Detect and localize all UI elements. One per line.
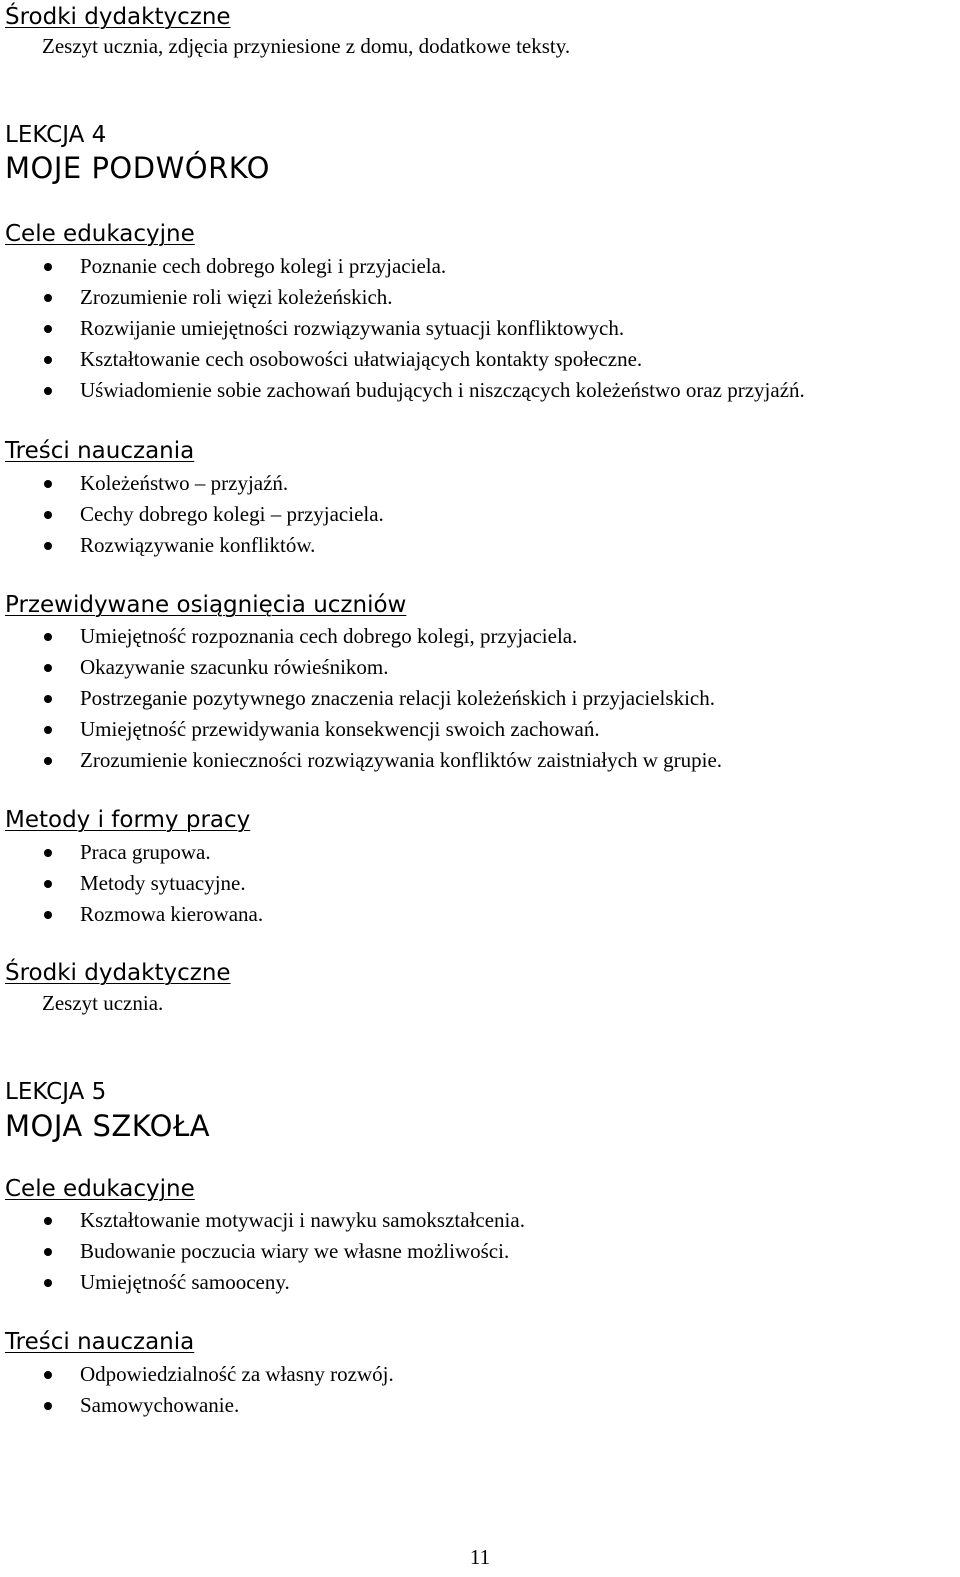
tresci-list — [0, 1359, 394, 1421]
list-item: Budowanie poczucia wiary we własne możliwości. — [0, 1236, 525, 1267]
srodki-text: Zeszyt ucznia, zdjęcia przyniesione z domu, dodatkowe teksty. — [42, 34, 571, 58]
section-heading-cele: Cele edukacyjne — [5, 221, 195, 247]
section-heading-cele: Cele edukacyjne — [5, 1176, 195, 1202]
list-item: Odpowiedzialność za własny rozwój. — [0, 1359, 394, 1390]
lesson-label: LEKCJA 4 — [5, 122, 107, 148]
srodki-text: Zeszyt ucznia. — [42, 991, 164, 1015]
list-item: Zrozumienie roli więzi koleżeńskich. — [0, 282, 805, 313]
lesson-title: MOJA SZKOŁA — [5, 1109, 211, 1143]
list-item: Rozmowa kierowana. — [0, 899, 263, 930]
list-item: Praca grupowa. — [0, 837, 263, 868]
cele-list — [0, 251, 805, 406]
list-item: Kształtowanie cech osobowości ułatwiających kontakty społeczne. — [0, 344, 805, 375]
page-number: 11 — [469, 1545, 491, 1569]
list-item: Koleżeństwo – przyjaźń. — [0, 468, 384, 499]
osiagniecia-list — [0, 621, 722, 776]
cele-list — [0, 1205, 525, 1298]
lesson-label: LEKCJA 5 — [5, 1079, 107, 1105]
list-item: Okazywanie szacunku rówieśnikom. — [0, 652, 722, 683]
section-heading-osiagniecia: Przewidywane osiągnięcia uczniów — [5, 592, 407, 618]
list-item: Rozwijanie umiejętności rozwiązywania sytuacji konfliktowych. — [0, 313, 805, 344]
list-item: Postrzeganie pozytywnego znaczenia relacji koleżeńskich i przyjacielskich. — [0, 683, 722, 714]
tresci-list — [0, 468, 384, 561]
section-heading-metody: Metody i formy pracy — [5, 807, 251, 833]
list-item: Metody sytuacyjne. — [0, 868, 263, 899]
list-item: Umiejętność rozpoznania cech dobrego kolegi, przyjaciela. — [0, 621, 722, 652]
list-item: Umiejętność przewidywania konsekwencji swoich zachowań. — [0, 714, 722, 745]
list-item: Cechy dobrego kolegi – przyjaciela. — [0, 499, 384, 530]
section-heading-srodki: Środki dydaktyczne — [5, 4, 231, 30]
section-heading-srodki: Środki dydaktyczne — [5, 960, 231, 986]
list-item: Kształtowanie motywacji i nawyku samokształcenia. — [0, 1205, 525, 1236]
list-item: Uświadomienie sobie zachowań budujących i niszczących koleżeństwo oraz przyjaźń. — [0, 375, 805, 406]
list-item: Rozwiązywanie konfliktów. — [0, 530, 384, 561]
list-item: Samowychowanie. — [0, 1390, 394, 1421]
lesson-title: MOJE PODWÓRKO — [5, 151, 270, 185]
list-item: Zrozumienie konieczności rozwiązywania konfliktów zaistniałych w grupie. — [0, 745, 722, 776]
list-item: Umiejętność samooceny. — [0, 1267, 525, 1298]
metody-list — [0, 837, 263, 930]
section-heading-tresci: Treści nauczania — [5, 1329, 195, 1355]
list-item: Poznanie cech dobrego kolegi i przyjaciela. — [0, 251, 805, 282]
section-heading-tresci: Treści nauczania — [5, 438, 195, 464]
